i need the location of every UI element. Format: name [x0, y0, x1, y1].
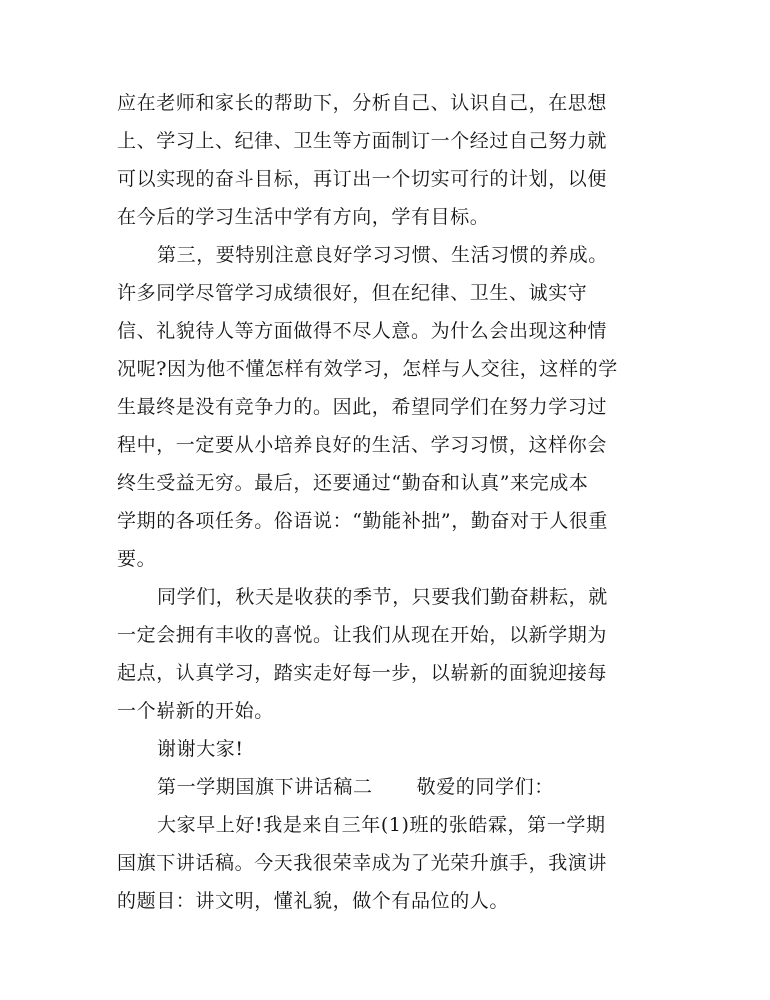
text-line: 谢谢大家!: [157, 738, 244, 760]
salutation: 敬爱的同学们：: [416, 776, 554, 798]
text-line: 上、学习上、纪律、卫生等方面制订一个经过自己努力就: [117, 130, 608, 152]
text-line: 一个崭新的开始。: [117, 700, 274, 722]
heading-line: [157, 775, 554, 799]
text-line: 生最终是没有竞争力的。因此，希望同学们在努力学习过: [117, 396, 608, 418]
text-line: 可以实现的奋斗目标，再订出一个切实可行的计划，以便: [117, 168, 608, 190]
text-line: 终生受益无穷。最后，还要通过“勤奋和认真”来完成本: [117, 472, 589, 494]
text-line: 的题目：讲文明，懂礼貌，做个有品位的人。: [117, 890, 510, 912]
text-line: 一定会拥有丰收的喜悦。让我们从现在开始，以新学期为: [117, 624, 608, 646]
text-line: 学期的各项任务。俗语说：“勤能补拙”，勤奋对于人很重: [117, 510, 609, 532]
text-line: 同学们，秋天是收获的季节，只要我们勤奋耕耘，就: [157, 586, 608, 608]
text-line: 应在老师和家长的帮助下，分析自己、认识自己，在思想: [117, 92, 608, 114]
text-line: 国旗下讲话稿。今天我很荣幸成为了光荣升旗手，我演讲: [117, 852, 608, 874]
text-line: 许多同学尽管学习成绩很好，但在纪律、卫生、诚实守: [117, 282, 588, 304]
text-line: 在今后的学习生活中学有方向，学有目标。: [117, 206, 490, 228]
text-line: 程中，一定要从小培养良好的生活、学习习惯，这样你会: [117, 434, 608, 456]
text-line: 况呢?因为他不懂怎样有效学习，怎样与人交往，这样的学: [117, 358, 618, 380]
text-line: 第三，要特别注意良好学习习惯、生活习惯的养成。: [157, 244, 608, 266]
text-line: 大家早上好!我是来自三年(1)班的张皓霖，第一学期: [157, 814, 606, 836]
text-line: 信、礼貌待人等方面做得不尽人意。为什么会出现这种情: [117, 320, 608, 342]
text-line: 起点，认真学习，踏实走好每一步，以崭新的面貌迎接每: [117, 662, 608, 684]
section-title: 第一学期国旗下讲话稿二: [157, 776, 373, 798]
text-line: 要。: [117, 548, 157, 570]
